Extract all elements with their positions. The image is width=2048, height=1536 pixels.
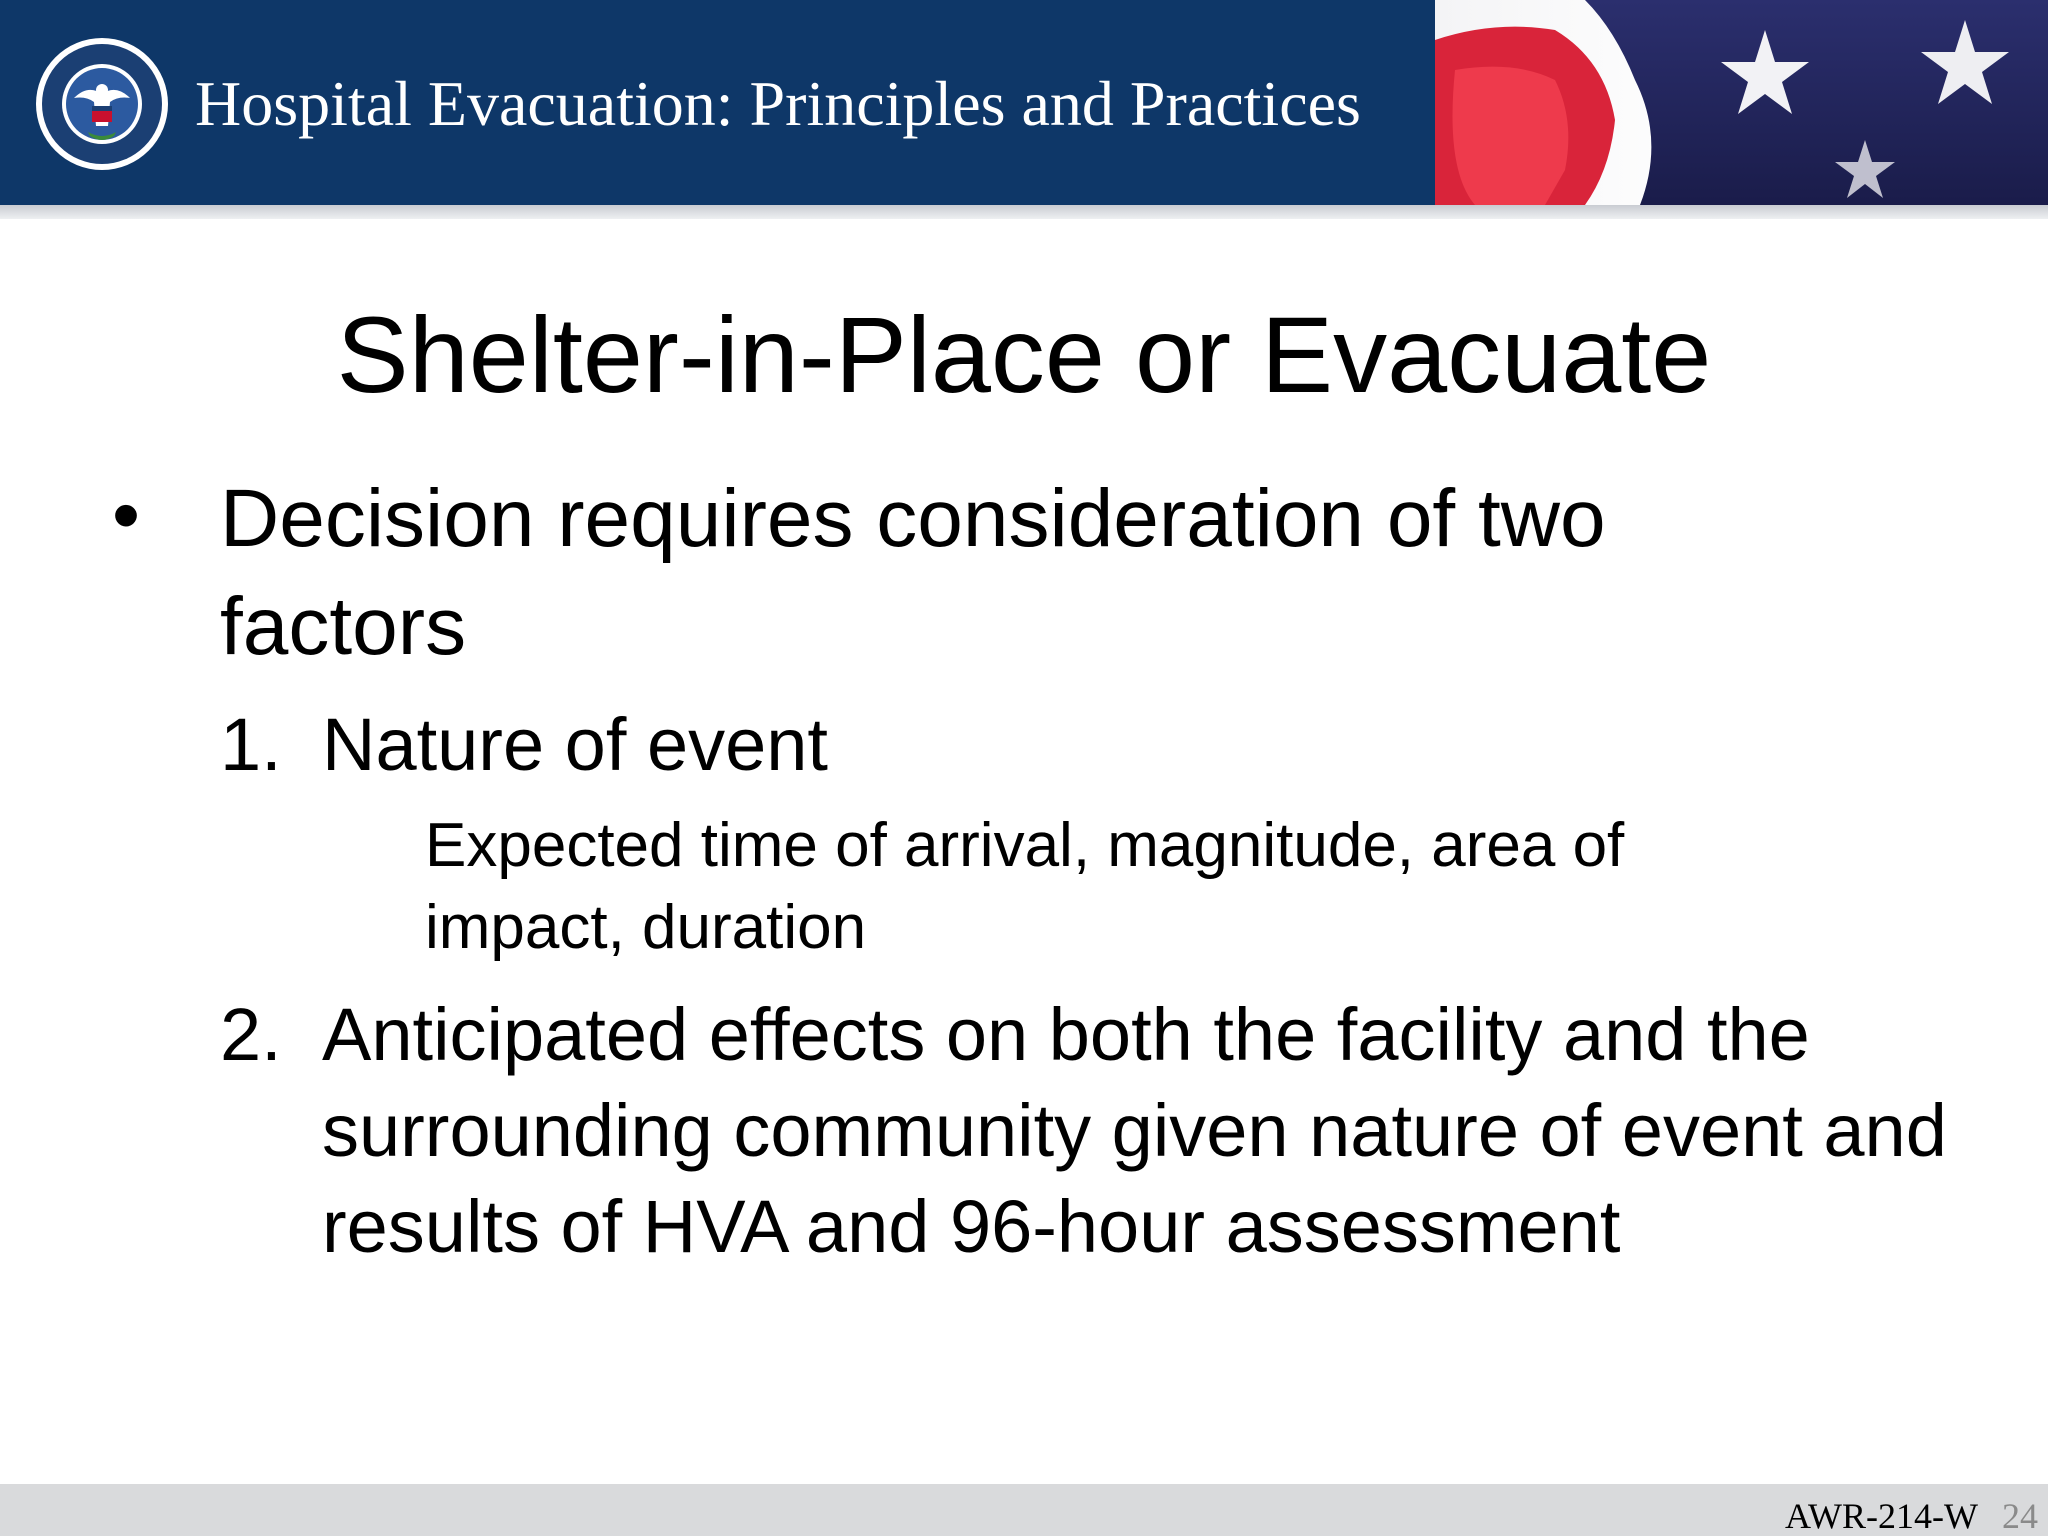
- header-banner: [0, 0, 2048, 205]
- page-number: 24: [2002, 1496, 2038, 1536]
- bullet-text: Decision requires consideration of two factors: [220, 473, 1606, 672]
- list-item-1: Nature of event: [322, 703, 828, 786]
- footer-bar: [0, 1484, 2048, 1536]
- bullet-marker: •: [112, 470, 141, 559]
- dhs-seal-icon: [34, 36, 170, 172]
- list-item-1-detail: Expected time of arrival, magnitude, area of impact, duration: [425, 811, 1625, 962]
- american-flag-image: [1435, 0, 2048, 205]
- list-number-1: 1.: [220, 703, 282, 786]
- list-item-2: Anticipated effects on both the facility and the surrounding community given nature of event and results of HVA and 96-hour assessment: [322, 993, 1947, 1268]
- header-divider: [0, 205, 2048, 219]
- course-title: Hospital Evacuation: Principles and Practices: [195, 68, 1361, 139]
- list-number-2: 2.: [220, 993, 282, 1076]
- course-code: AWR-214-W: [1784, 1496, 1978, 1536]
- slide-title: Shelter-in-Place or Evacuate: [336, 294, 1712, 415]
